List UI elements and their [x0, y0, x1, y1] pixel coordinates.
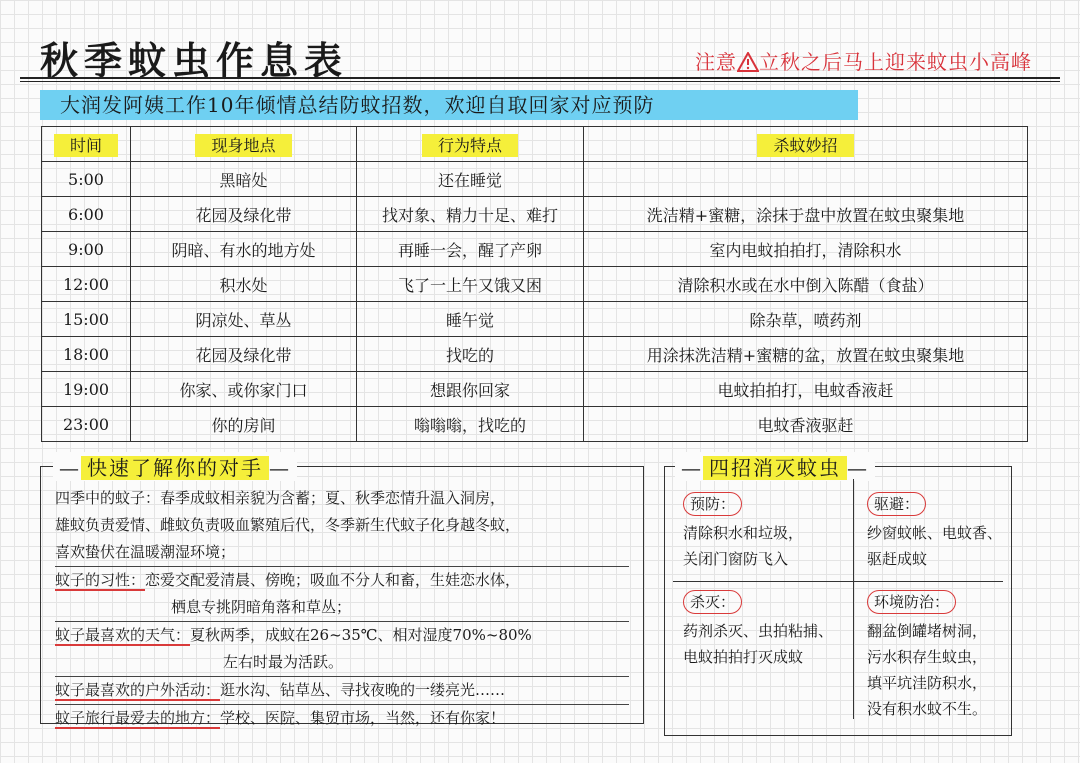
table-cell: 室内电蚊拍拍打，清除积水 [584, 232, 1028, 267]
table-row [42, 267, 1028, 302]
table-cell: 找吃的 [357, 337, 584, 372]
title-divider-thin [20, 81, 1060, 82]
table-cell: 18:00 [42, 337, 131, 372]
method-environment: 环境防治： 翻盆倒罐堵树洞， 污水积存生蚊虫， 填平坑洼防积水， 没有积水蚊不生。 [867, 589, 987, 722]
schedule-table [41, 126, 1028, 442]
intro-line: 雄蚊负责爱情、雌蚊负责吸血繁殖后代，冬季新生代蚊子化身越冬蚊， [55, 516, 521, 534]
warning-icon [737, 50, 759, 74]
table-row [42, 337, 1028, 372]
table-cell: 19:00 [42, 372, 131, 407]
column-header: 时间 [42, 127, 131, 162]
grid-divider [673, 581, 1003, 582]
table-cell: 飞了一上午又饿又困 [357, 267, 584, 302]
method-repel: 驱避： 纱窗蚊帐、电蚊香、 驱赶成蚊 [867, 491, 1002, 572]
table-row [42, 162, 1028, 197]
table-cell: 9:00 [42, 232, 131, 267]
table-cell: 清除积水或在水中倒入陈醋（食盐） [584, 267, 1028, 302]
table-cell: 你家、或你家门口 [131, 372, 357, 407]
four-methods-section [664, 456, 1012, 736]
travel-line: 蚊子旅行最爱去的地方：学校、医院、集贸市场，当然，还有你家！ [55, 709, 506, 727]
notice-text: 立秋之后马上迎来蚊虫小高峰 [759, 50, 1032, 74]
table-cell: 除杂草，喷药剂 [584, 302, 1028, 337]
weather-line-2: 左右时最为活跃。 [55, 649, 629, 677]
intro-line: 四季中的蚊子：春季成蚊相亲貌为含蓄；夏、秋季恋情升温入洞房， [55, 489, 506, 507]
table-cell: 15:00 [42, 302, 131, 337]
title-divider [20, 77, 1060, 79]
table-cell [584, 162, 1028, 197]
table-cell: 电蚊香液驱赶 [584, 407, 1028, 442]
table-cell: 黑暗处 [131, 162, 357, 197]
table-cell: 找对象、精力十足、难打 [357, 197, 584, 232]
table-cell: 花园及绿化带 [131, 337, 357, 372]
table-row [42, 197, 1028, 232]
table-row [42, 302, 1028, 337]
habit-line-2: 栖息专挑阴暗角落和草丛； [55, 594, 629, 622]
column-header: 杀蚊妙招 [584, 127, 1028, 162]
table-row [42, 232, 1028, 267]
grid-divider [853, 479, 854, 719]
table-cell: 花园及绿化带 [131, 197, 357, 232]
table-cell: 积水处 [131, 267, 357, 302]
notice-prefix: 注意 [695, 50, 737, 74]
opponent-section [40, 456, 644, 727]
section-heading: — 四招消灭蚊虫 — [675, 452, 875, 481]
banner: 大润发阿姨工作10年倾情总结防蚊招数，欢迎自取回家对应预防 [40, 90, 858, 120]
notice [695, 46, 1032, 75]
method-kill: 杀灭： 药剂杀灭、虫拍粘捕、 电蚊拍拍打灭成蚊 [683, 589, 833, 670]
outdoor-line: 蚊子最喜欢的户外活动：逛水沟、钻草丛、寻找夜晚的一缕亮光…… [55, 677, 629, 705]
table-cell: 5:00 [42, 162, 131, 197]
table-cell: 12:00 [42, 267, 131, 302]
intro-line: 喜欢蛰伏在温暖潮湿环境； [55, 539, 629, 567]
table-cell: 6:00 [42, 197, 131, 232]
table-cell: 阴暗、有水的地方处 [131, 232, 357, 267]
table-cell: 阴凉处、草丛 [131, 302, 357, 337]
table-cell: 嗡嗡嗡，找吃的 [357, 407, 584, 442]
column-header: 现身地点 [131, 127, 357, 162]
method-prevention: 预防： 清除积水和垃圾， 关闭门窗防飞入 [683, 491, 803, 572]
habit-line: 蚊子的习性：恋爱交配爱清晨、傍晚；吸血不分人和畜，生娃恋水体， [55, 571, 521, 589]
weather-line: 蚊子最喜欢的天气：夏秋两季，成蚊在26~35℃、相对湿度70%~80% [55, 626, 532, 644]
table-cell: 再睡一会，醒了产卵 [357, 232, 584, 267]
page-title: 秋季蚊虫作息表 [40, 38, 349, 83]
table-cell: 还在睡觉 [357, 162, 584, 197]
table-cell: 23:00 [42, 407, 131, 442]
table-cell: 你的房间 [131, 407, 357, 442]
table-row [42, 372, 1028, 407]
table-cell: 洗洁精+蜜糖，涂抹于盘中放置在蚊虫聚集地 [584, 197, 1028, 232]
table-row [42, 407, 1028, 442]
table-header-row [42, 127, 1028, 162]
table-cell: 想跟你回家 [357, 372, 584, 407]
section-heading: — 快速了解你的对手 — [53, 452, 297, 481]
table-cell: 电蚊拍拍打，电蚊香液赶 [584, 372, 1028, 407]
table-cell: 睡午觉 [357, 302, 584, 337]
column-header: 行为特点 [357, 127, 584, 162]
table-cell: 用涂抹洗洁精+蜜糖的盆，放置在蚊虫聚集地 [584, 337, 1028, 372]
